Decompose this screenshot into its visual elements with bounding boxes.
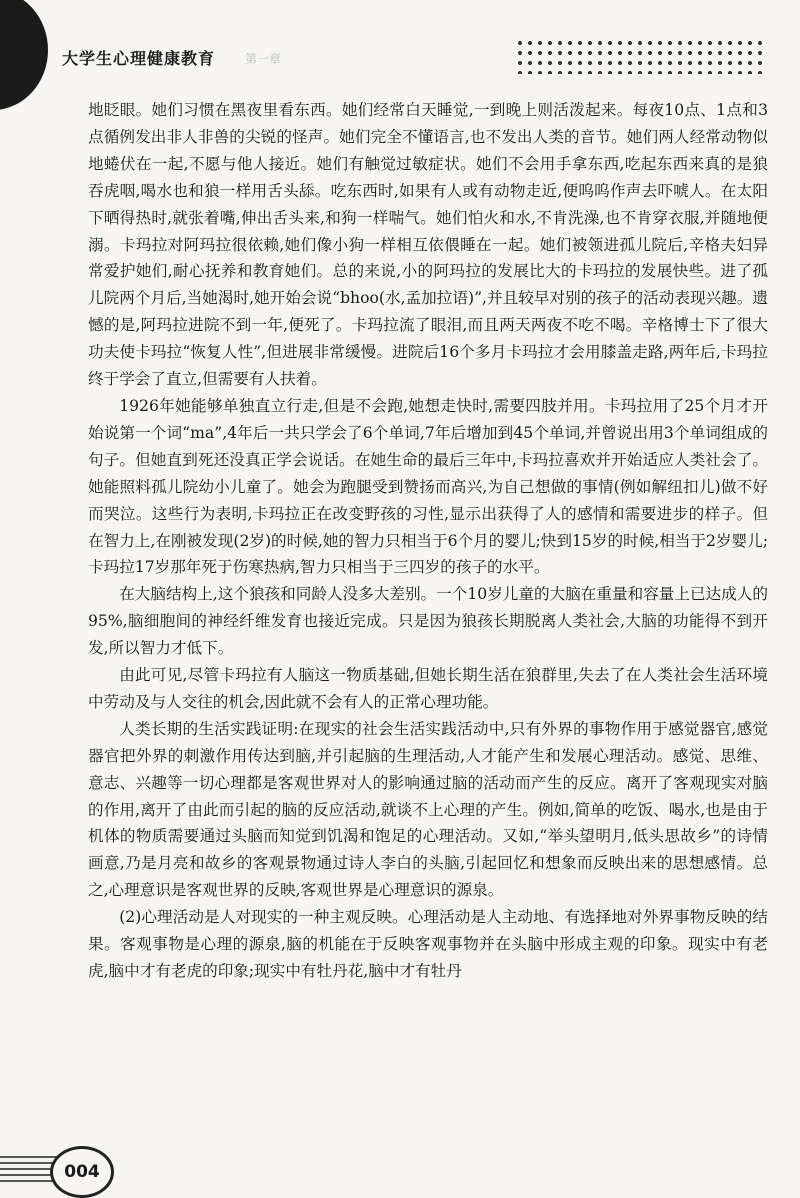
paragraph-1: 地眨眼。她们习惯在黑夜里看东西。她们经常白天睡觉,一到晚上则活泼起来。每夜10点、1点和3点循例发出非人非兽的尖锐的怪声。她们完全不懂语言,也不发出人类的音节。她们两人经常动物似地蜷伏在一起,不愿与他人接近。她们有触觉过敏症状。她们不会用手拿东西,吃起东西来真的是狼吞虎咽,喝水也和狼一样用舌头舔。吃东西时,如果有人或有动物走近,便呜呜作声去吓唬人。在太阳下晒得热时,就张着嘴,伸出舌头来,和狗一样喘气。她们怕火和水,不肯洗澡,也不肯穿衣服,并随地便溺。卡玛拉对阿玛拉很依赖,她们像小狗一样相互依偎睡在一起。她们被领进孤儿院后,辛格夫妇异常爱护她们,耐心抚养和教育她们。总的来说,小的阿玛拉的发展比大的卡玛拉的发展快些。进了孤儿院两个月后,当她渴时,她开始会说“bhoo(水,孟加拉语)”,并且较早对别的孩子的活动表现兴趣。遗憾的是,阿玛拉进院不到一年,便死了。卡玛拉流了眼泪,而且两天两夜不吃不喝。辛格博士下了很大功夫使卡玛拉“恢复人性”,但进展非常缓慢。进院后16个多月卡玛拉才会用膝盖走路,两年后,卡玛拉终于学会了直立,但需要有人扶着。: [88, 101, 768, 389]
page-number: 004: [64, 1162, 100, 1182]
corner-tab-decoration: [0, 0, 48, 110]
paragraph-4: 由此可见,尽管卡玛拉有人脑这一物质基础,但她长期生活在狼群里,失去了在人类社会生活环境中劳动及与人交往的机会,因此就不会有人的正常心理功能。: [88, 666, 768, 711]
chapter-mark: 第一章: [245, 52, 282, 66]
paragraph-5: 人类长期的生活实践证明:在现实的社会生活实践活动中,只有外界的事物作用于感觉器官,感觉器官把外界的刺激作用传达到脑,并引起脑的生理活动,人才能产生和发展心理活动。感觉、思维、意志、兴趣等一切心理都是客观世界对人的影响通过脑的活动而产生的反应。离开了客观现实对脑的作用,离开了由此而引起的脑的反应活动,就谈不上心理的产生。例如,简单的吃饭、喝水,也是由于机体的物质需要通过头脑而知觉到饥渴和饱足的心理活动。又如,“举头望明月,低头思故乡”的诗情画意,乃是月亮和故乡的客观景物通过诗人李白的头脑,引起回忆和想象而反映出来的思想感情。总之,心理意识是客观世界的反映,客观世界是心理意识的源泉。: [88, 719, 768, 900]
header-dot-pattern: [515, 38, 765, 74]
body-text: [88, 97, 768, 985]
page-number-badge: [50, 1146, 114, 1198]
book-title: 大学生心理健康教育: [62, 49, 216, 68]
paragraph-6: (2)心理活动是人对现实的一种主观反映。心理活动是人主动地、有选择地对外界事物反映的结果。客观事物是心理的源泉,脑的机能在于反映客观事物并在头脑中形成主观的印象。现实中有老虎,脑中才有老虎的印象;现实中有牡丹花,脑中才有牡丹: [88, 908, 768, 980]
paragraph-2: 1926年她能够单独直立行走,但是不会跑,她想走快时,需要四肢并用。卡玛拉用了25个月才开始说第一个词“ma”,4年后一共只学会了6个单词,7年后增加到45个单词,并曾说出用3个单词组成的句子。但她直到死还没真正学会说话。在她生命的最后三年中,卡玛拉喜欢并开始适应人类社会了。她能照料孤儿院幼小儿童了。她会为跑腿受到赞扬而高兴,为自己想做的事情(例如解纽扣儿)做不好而哭泣。这些行为表明,卡玛拉正在改变野孩的习性,显示出获得了人的感情和需要进步的样子。但在智力上,在刚被发现(2岁)的时候,她的智力只相当于6个月的婴儿;快到15岁的时候,相当于2岁婴儿;卡玛拉17岁那年死于伤寒热病,智力只相当于三四岁的孩子的水平。: [88, 396, 768, 577]
paragraph-3: 在大脑结构上,这个狼孩和同龄人没多大差别。一个10岁儿童的大脑在重量和容量上已达成人的95%,脑细胞间的神经纤维发育也接近完成。只是因为狼孩长期脱离人类社会,大脑的功能得不到开发,所以智力才低下。: [88, 585, 768, 658]
